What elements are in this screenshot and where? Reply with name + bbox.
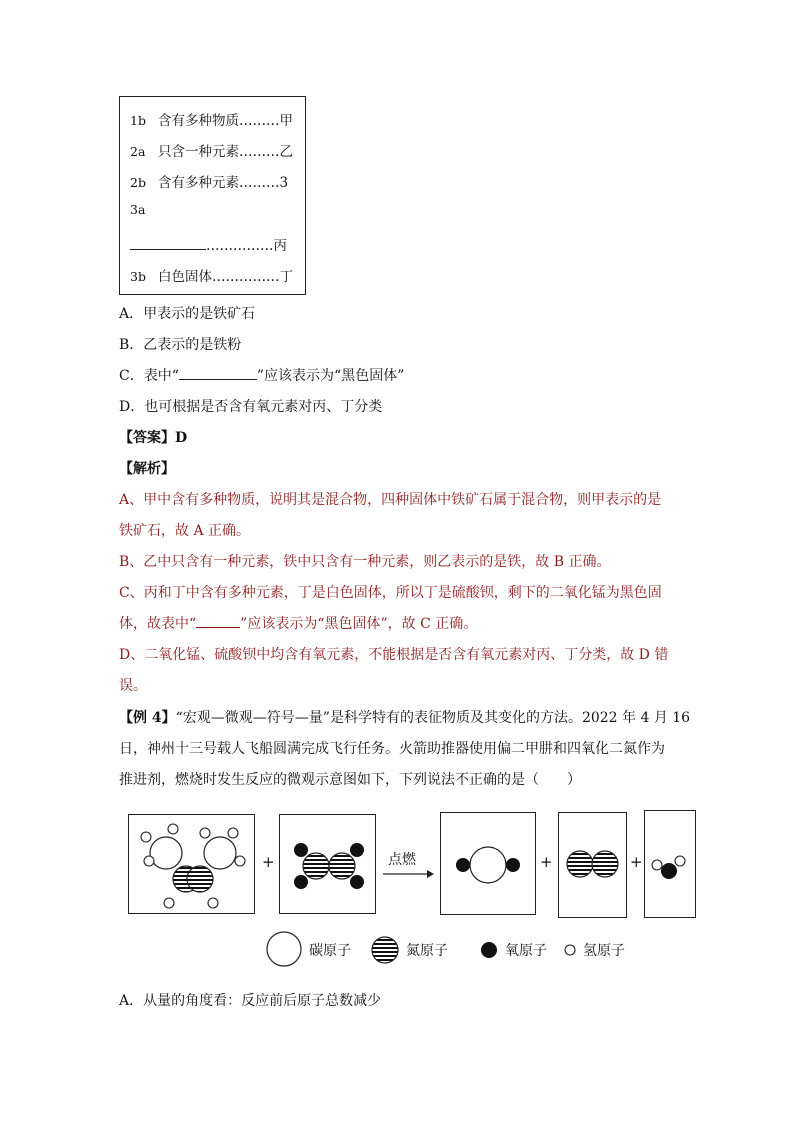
hydrogen-atom [168,824,178,834]
legend-oxygen-label: 氧原子 [505,943,547,959]
analysis-heading: 【解析】 [119,461,175,477]
carbon-atom [150,837,182,869]
legend-nitrogen-label: 氮原子 [406,943,448,959]
reactant-molecule-2 [280,815,377,915]
fill-in-blank [196,617,240,628]
option-b: B．乙表示的是铁粉 [119,337,242,353]
legend-carbon-icon [265,930,305,968]
product-molecule-h2o [645,811,697,919]
example4-option-a: A．从量的角度看：反应前后原子总数减少 [119,993,382,1009]
oxygen-atom [350,875,364,889]
product-molecule-co2 [441,813,537,916]
key-row-3a: 3a [130,202,146,217]
hydrogen-atom [228,828,238,838]
legend-carbon-label: 碳原子 [309,943,351,959]
carbon-atom [470,847,506,883]
nitrogen-atom [329,853,355,879]
reactant-box-2 [279,814,376,914]
hydrogen-atom [164,898,174,908]
reactant-box-1 [128,814,255,914]
hydrogen-atom [141,832,151,842]
nitrogen-atom [592,851,618,877]
example4-line3: 推进剂，燃烧时发生反应的微观示意图如下，下列说法不正确的是（ ） [119,772,581,788]
example4-line2: 日，神州十三号载人飞船圆满完成飞行任务。火箭助推器使用偏二甲肼和四氧化二氮作为 [119,741,665,757]
key-row-3b: 3b 白色固体……………丁 [130,269,293,285]
product-box-h2o [644,810,696,918]
plus-sign: + [262,853,275,871]
oxygen-atom [294,843,308,857]
fill-in-blank [130,239,206,250]
carbon-atom [204,837,236,869]
option-a: A．甲表示的是铁矿石 [119,306,256,322]
oxygen-atom [661,863,677,879]
answer-line: 【答案】D [119,430,188,446]
hydrogen-atom [235,856,245,866]
analysis-d-line2: 误。 [119,678,147,694]
oxygen-atom [294,875,308,889]
oxygen-atom [350,843,364,857]
hydrogen-atom [144,856,154,866]
hydrogen-atom [675,856,685,866]
ignite-label: 点燃 [388,852,416,868]
key-row-blank: ……………丙 [130,234,287,254]
option-c: C．表中“ ”应该表示为“黑色固体” [119,368,405,384]
product-molecule-n2 [559,813,628,919]
legend-nitrogen-icon [370,935,402,965]
product-box-n2 [558,812,627,918]
analysis-c-line1: C、丙和丁中含有多种元素，丁是白色固体，所以丁是硫酸钡，剩下的二氧化锰为黑色固 [119,585,662,601]
analysis-a-line2: 铁矿石，故 A 正确。 [119,523,251,539]
reaction-arrow-icon [383,868,435,880]
option-d: D．也可根据是否含有氧元素对丙、丁分类 [119,399,383,415]
hydrogen-atom [652,860,662,870]
legend-hydrogen-icon [563,943,577,957]
example4-line1: 【例 4】“宏观—微观—符号—量”是科学特有的表征物质及其变化的方法。2022 年 4 月 16 [119,710,691,726]
product-box-co2 [440,812,536,915]
analysis-d-line1: D、二氧化锰、硫酸钡中均含有氧元素，不能根据是否含有氧元素对丙、丁分类，故 D 错 [119,647,669,663]
nitrogen-atom [187,866,213,892]
analysis-c-line2: 体，故表中“ ”应该表示为“黑色固体”，故 C 正确。 [119,616,478,632]
hydrogen-atom [208,898,218,908]
nitrogen-atom [303,853,329,879]
key-row-2b: 2b 含有多种元素………3 [130,175,289,191]
legend-hydrogen-label: 氢原子 [583,943,625,959]
analysis-a-line1: A、甲中含有多种物质，说明其是混合物，四种固体中铁矿石属于混合物，则甲表示的是 [119,492,662,508]
plus-sign: + [540,853,553,871]
reactant-molecule-1 [129,815,256,915]
analysis-b: B、乙中只含有一种元素，铁中只含有一种元素，则乙表示的是铁，故 B 正确。 [119,554,611,570]
oxygen-atom [456,858,470,872]
hydrogen-atom [200,828,210,838]
key-row-2a: 2a 只含一种元素………乙 [130,144,293,160]
oxygen-atom [506,858,520,872]
key-row-1b: 1b 含有多种物质………甲 [130,113,293,129]
plus-sign: + [630,853,643,871]
classification-key-table [119,96,306,295]
nitrogen-atom [567,851,593,877]
legend-oxygen-icon [479,940,499,960]
fill-in-blank [179,369,257,380]
